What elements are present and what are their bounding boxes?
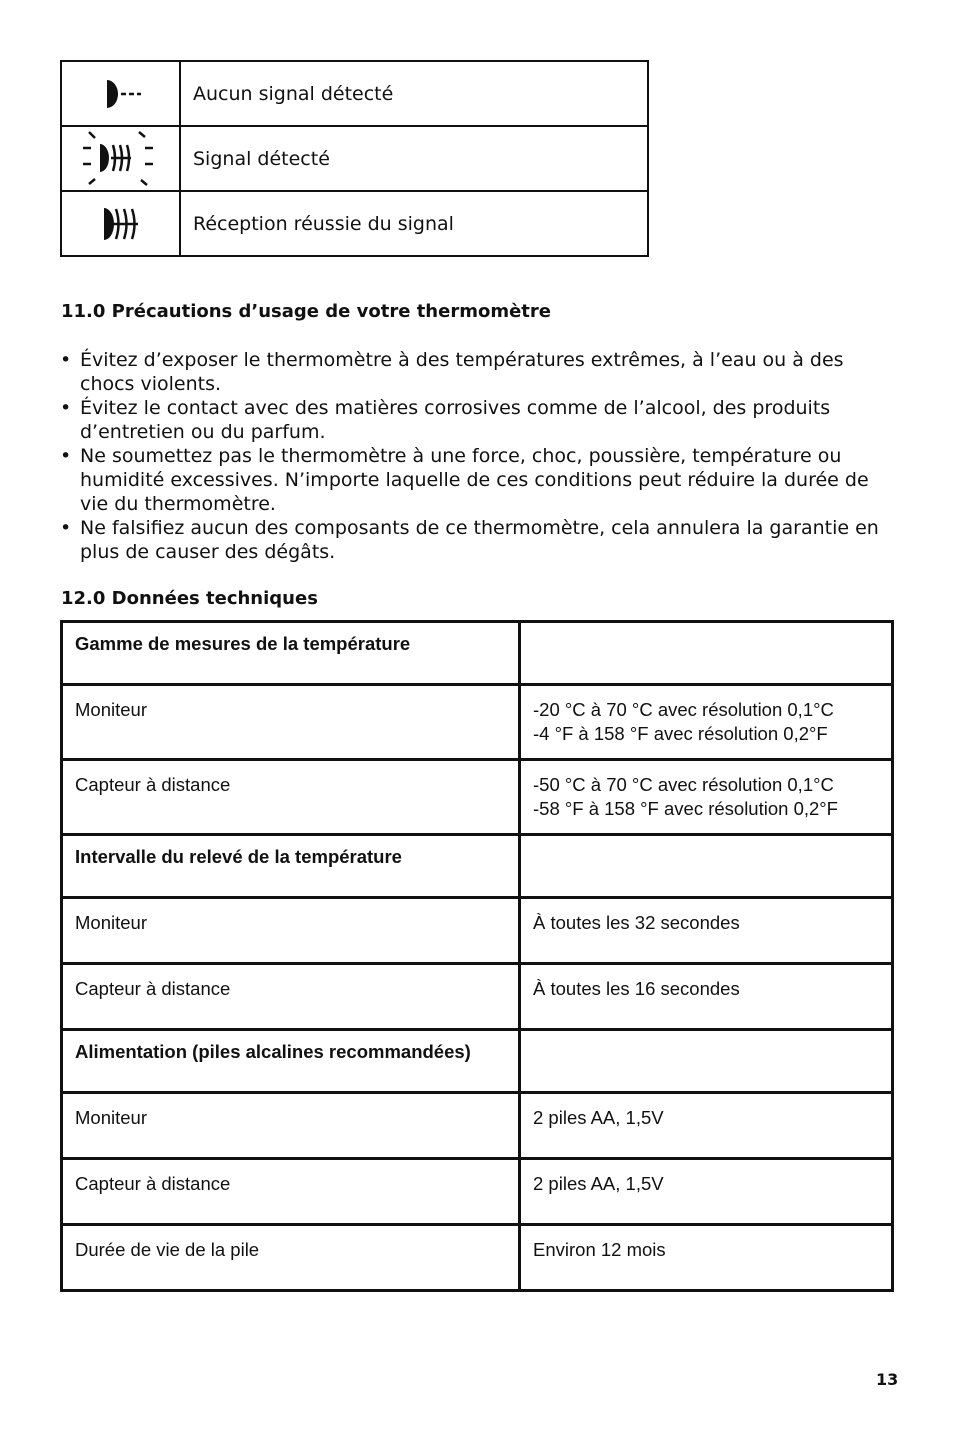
spec-label: Moniteur bbox=[62, 685, 520, 760]
spec-value-line: -58 °F à 158 °F avec résolution 0,2°F bbox=[533, 798, 838, 819]
list-item bbox=[60, 516, 890, 564]
list-item bbox=[60, 396, 890, 444]
spec-value bbox=[520, 622, 893, 685]
bullet-symbol: • bbox=[60, 349, 72, 371]
table-row bbox=[62, 760, 893, 835]
signal-icon-cell bbox=[61, 61, 180, 126]
spec-label: Moniteur bbox=[62, 1093, 520, 1159]
spec-label: Capteur à distance bbox=[62, 1159, 520, 1225]
list-item-text: Ne falsifiez aucun des composants de ce thermomètre, cela annulera la garantie en plus de causer des dégâts. bbox=[80, 517, 879, 563]
spec-value: 2 piles AA, 1,5V bbox=[520, 1159, 893, 1225]
signal-label: Signal détecté bbox=[180, 126, 648, 191]
spec-label: Capteur à distance bbox=[62, 760, 520, 835]
spec-label: Intervalle du relevé de la température bbox=[62, 835, 520, 898]
table-row bbox=[62, 1030, 893, 1093]
precautions-list bbox=[60, 348, 890, 564]
table-row bbox=[62, 622, 893, 685]
list-item-text: Évitez d’exposer le thermomètre à des températures extrêmes, à l’eau ou à des chocs violents. bbox=[80, 349, 844, 395]
signal-icon-cell bbox=[61, 191, 180, 256]
spec-label: Moniteur bbox=[62, 898, 520, 964]
table-row bbox=[61, 61, 648, 126]
signal-icon-cell bbox=[61, 126, 180, 191]
list-item-text: Ne soumettez pas le thermomètre à une force, choc, poussière, température ou humidité excessives. N’importe laquelle de ces conditions peut réduire la durée de vie du thermomètre. bbox=[80, 445, 869, 515]
table-row bbox=[62, 1093, 893, 1159]
table-row bbox=[62, 898, 893, 964]
bullet-symbol: • bbox=[60, 445, 72, 467]
table-row bbox=[62, 964, 893, 1030]
spec-value: À toutes les 16 secondes bbox=[520, 964, 893, 1030]
table-row bbox=[62, 1225, 893, 1291]
spec-value-line: -50 °C à 70 °C avec résolution 0,1°C bbox=[533, 774, 834, 795]
table-row bbox=[62, 835, 893, 898]
signal-detected-icon bbox=[79, 128, 163, 190]
list-item bbox=[60, 348, 890, 396]
bullet-symbol: • bbox=[60, 397, 72, 419]
list-item-text: Évitez le contact avec des matières corrosives comme de l’alcool, des produits d’entretien ou du parfum. bbox=[80, 397, 831, 443]
table-row bbox=[62, 685, 893, 760]
spec-value-line: -20 °C à 70 °C avec résolution 0,1°C bbox=[533, 699, 834, 720]
spec-label: Durée de vie de la pile bbox=[62, 1225, 520, 1291]
spec-value bbox=[520, 1030, 893, 1093]
technical-data-table bbox=[60, 620, 894, 1292]
spec-value bbox=[520, 835, 893, 898]
spec-value bbox=[520, 685, 893, 760]
signal-none-icon bbox=[96, 76, 146, 112]
spec-value: Environ 12 mois bbox=[520, 1225, 893, 1291]
spec-label: Capteur à distance bbox=[62, 964, 520, 1030]
spec-label: Gamme de mesures de la température bbox=[62, 622, 520, 685]
spec-value-line: -4 °F à 158 °F avec résolution 0,2°F bbox=[533, 723, 828, 744]
table-row bbox=[61, 191, 648, 256]
spec-value: À toutes les 32 secondes bbox=[520, 898, 893, 964]
list-item bbox=[60, 444, 890, 516]
signal-status-table bbox=[60, 60, 649, 257]
section-heading-technical-data: 12.0 Données techniques bbox=[61, 588, 318, 609]
spec-value: 2 piles AA, 1,5V bbox=[520, 1093, 893, 1159]
signal-label: Réception réussie du signal bbox=[180, 191, 648, 256]
signal-label: Aucun signal détecté bbox=[180, 61, 648, 126]
spec-label: Alimentation (piles alcalines recommandées) bbox=[62, 1030, 520, 1093]
table-row bbox=[62, 1159, 893, 1225]
spec-value bbox=[520, 760, 893, 835]
page-number: 13 bbox=[876, 1370, 899, 1389]
table-row bbox=[61, 126, 648, 191]
section-heading-precautions: 11.0 Précautions d’usage de votre thermomètre bbox=[61, 301, 551, 322]
bullet-symbol: • bbox=[60, 517, 72, 539]
signal-received-icon bbox=[96, 204, 146, 244]
